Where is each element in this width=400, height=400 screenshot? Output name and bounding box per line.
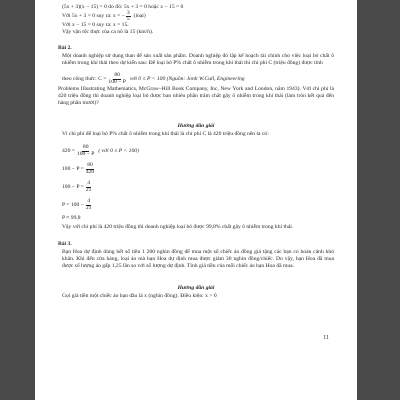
root-fraction: $\frac{3}{5}$ — [126, 9, 130, 23]
eq1-fraction: $\frac{80}{100 - P}$ — [76, 144, 95, 157]
solution-continued — [58, 4, 334, 37]
problem-3-guide-heading: Hướng dẫn giải — [177, 285, 215, 291]
root-one-line: Với 5x + 3 = 0 suy ra: x = − $\frac{3}{5}$ (loại) — [62, 9, 146, 23]
eq3-fraction: $\frac{4}{21}$ — [85, 180, 92, 193]
answer-line: Vậy vận tốc thực của ca nô là 15 (km/h). — [62, 29, 154, 36]
problem-3-solution: Gọi giá tiền một chiếc áo bạn dầu là x (nghìn đồng). Điều kiện: x > 0 — [62, 293, 217, 299]
equation-1: 420 = $\frac{80}{100 - P}$ ( với 0 ≤ P < 100) — [62, 144, 139, 157]
document-page — [35, 0, 357, 400]
problem-2-solution-intro: Vì chi phí để loại bỏ P% chất ô nhiễm trong khí thải là chi phí C là 420 triệu đồng nên ta có: — [62, 131, 269, 137]
equation-3: 100 − P = $\frac{4}{21}$ — [62, 180, 92, 193]
eq4-fraction: $\frac{4}{21}$ — [85, 198, 92, 211]
cost-fraction: $\frac{80}{100 - P}$ — [108, 72, 126, 85]
problem-2-statement-b: Problems Illustrating Mathematics, McGraw–Hill Book Company, Inc, New York and London, năm 1943). Với chi phí là 420 triệu đồng thì doanh nghiệp loại bỏ được bao nhiêu phần trăm chất gây ô nhiễm trong khí thải (làm tròn kết quả đến hàng phần mười)? — [58, 86, 334, 107]
page-number: 11 — [323, 334, 329, 341]
problem-2-title: Bài 2. — [58, 45, 72, 51]
root-two-line: Với x − 15 = 0 suy ra: x = 15. — [62, 22, 129, 29]
equation-4: P = 100 − $\frac{4}{21}$ — [62, 198, 92, 211]
problem-2-statement-a: Một doanh nghiệp sử dụng than để sản xuất sản phẩm. Doanh nghiệp đó lập kế hoạch tài chính cho việc loại bỏ chất ô nhiễm trong khí thải theo dự kiến sau: Để loại bỏ P% chất ô nhiễm trong khí thải thì chi phí C (triệu đồng) được tính — [62, 53, 334, 67]
problem-3-statement: Bạn Hoa dự định dùng hết số tiền 1 200 nghìn đồng để mua một số chiếc áo đồng giá tặng các bạn có hoàn cảnh khó khăn. Khi đến cửa hàng, loại áo mà bạn Hoa dự định mua được giảm 30 nghìn đồng/chiếc. Do vậy, bạn Hoa đã mua được số lượng áo gấp 1,25 lần so với số lượng dự định. Tính giá tiền của mỗi chiếc áo bạn Hoa đã mua. — [62, 249, 334, 270]
problem-2-guide-heading: Hướng dẫn giải — [177, 123, 215, 129]
equation-5: P ≈ 99,8 — [62, 215, 81, 221]
factored-equation: (5x + 3)(x − 15) = 0 do đó: 5x + 3 = 0 hoặc x − 15 = 0 — [62, 4, 184, 10]
problem-3-title: Bài 3. — [58, 241, 72, 247]
cost-formula-line: theo công thức: C = $\frac{80}{100 - P}$ với 0 ≤ P < 100 (Nguồn: Jonh W.Cull, Engineering — [62, 72, 245, 85]
equation-2: 100 − P = $\frac{80}{420}$ — [62, 162, 95, 175]
problem-2-conclusion: Vậy với chi phí là 420 triệu đồng thì doanh nghiệp loại bỏ được 99,8% chất gây ô nhiễm trong khí thải. — [62, 224, 294, 230]
eq2-fraction: $\frac{80}{420}$ — [85, 162, 95, 175]
